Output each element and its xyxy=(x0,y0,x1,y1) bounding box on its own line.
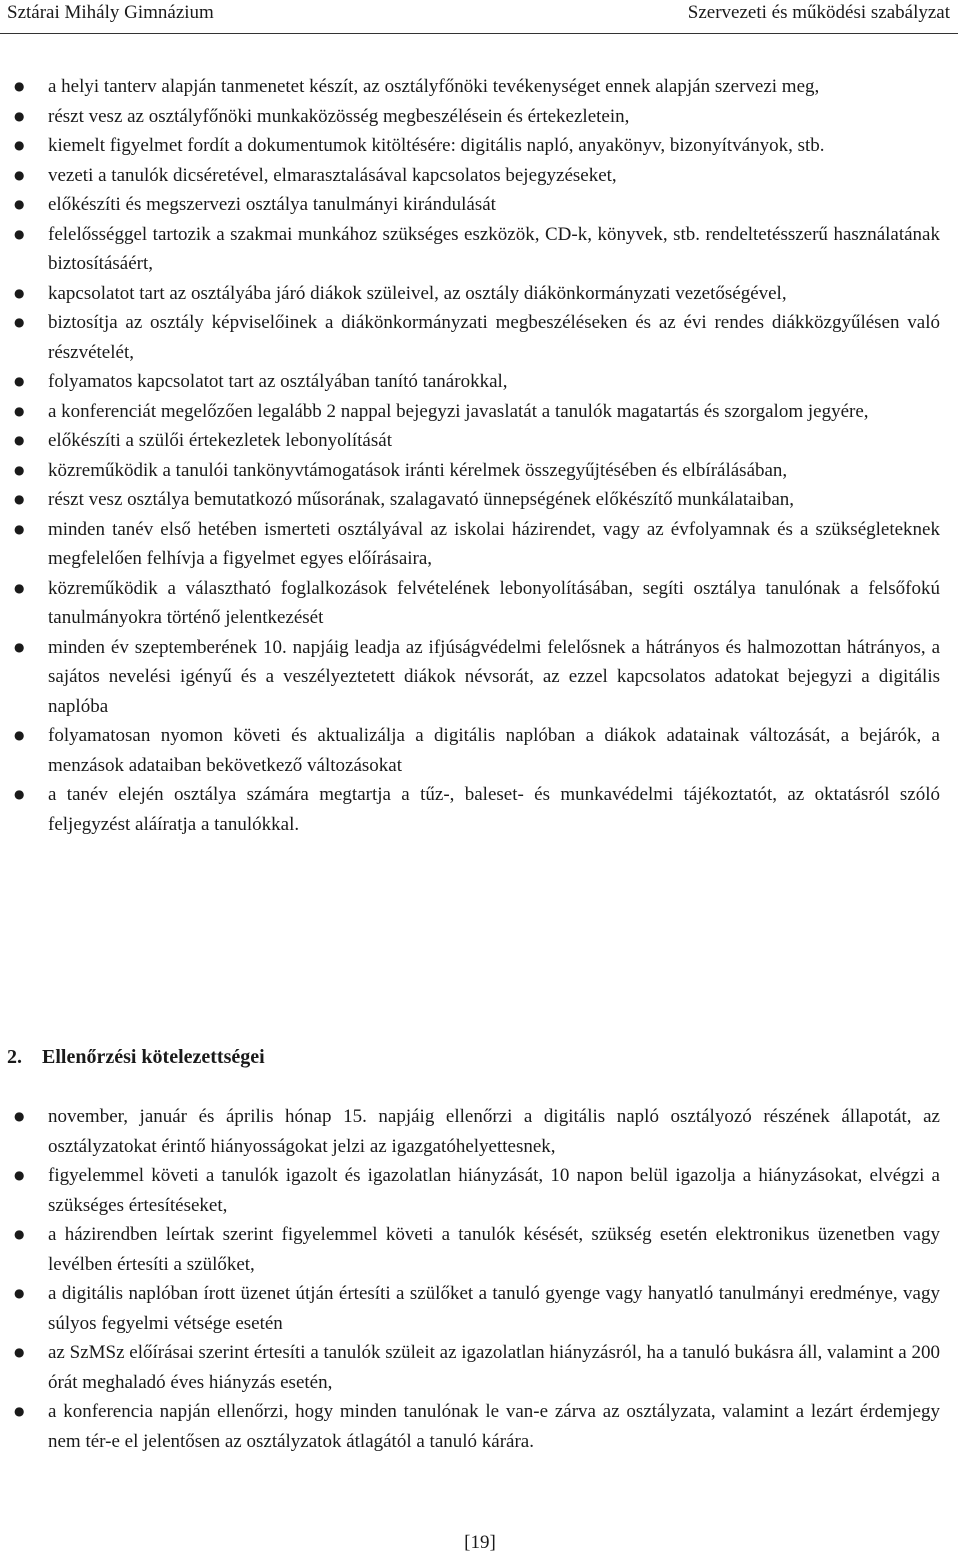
bullet-icon: ● xyxy=(14,521,25,536)
list-item xyxy=(14,1338,940,1397)
list-item xyxy=(14,485,940,515)
bullet-icon: ● xyxy=(14,639,25,654)
bullet-icon: ● xyxy=(14,138,25,152)
list-item-text: az SzMSz előírásai szerint értesíti a tanulók szüleit az igazolatlan hiányzásról, ha a tanuló bukásra áll, valamint a 200 órát meghaladó éves hiányzás esetén, xyxy=(48,1342,940,1393)
bullet-icon: ● xyxy=(14,580,25,595)
list-item-text: figyelemmel követi a tanulók igazolt és igazolatlan hiányzását, 10 napon belül igazolja a hiányzásokat, elvégzi a szükséges értesítéseket, xyxy=(48,1165,940,1216)
list-item xyxy=(14,426,940,456)
list-item-text: minden év szeptemberének 10. napjáig leadja az ifjúságvédelmi felelősnek a hátrányos és halmozottan hátrányos, a sajátos nevelési igényű és a veszélyeztetett diákok névsorát, az ezzel kapcsolatos adatokat bejegyzi a digitális naplóba xyxy=(48,636,940,717)
list-item-text: kiemelt figyelmet fordít a dokumentumok kitöltésére: digitális napló, anyakönyv, bizonyítványok, stb. xyxy=(48,135,825,156)
list-item-text: folyamatosan nyomon követi és aktualizálja a digitális naplóban a diákok adatainak változását, a bejárók, a menzások adataiban bekövetkező változásokat xyxy=(48,725,940,776)
list-item xyxy=(14,279,940,309)
list-item xyxy=(14,190,940,220)
list-item-text: a digitális naplóban írott üzenet útján értesíti a szülőket a tanuló gyenge vagy hanyatló tanulmányi eredménye, vagy súlyos fegyelmi vétsége esetén xyxy=(48,1283,940,1334)
list-item-text: a konferencia napján ellenőrzi, hogy minden tanulónak le van-e zárva az osztályzata, valamint a lezárt érdemjegy nem tér-e el jelentősen az osztályzatok átlagától a tanuló kárára. xyxy=(48,1401,940,1452)
header-school-name: Sztárai Mihály Gimnázium xyxy=(7,2,214,23)
list-item xyxy=(14,397,940,427)
bullet-icon: ● xyxy=(14,285,25,300)
page-header xyxy=(0,0,958,34)
list-item xyxy=(14,367,940,397)
list-item xyxy=(14,1397,940,1456)
list-item-text: felelősséggel tartozik a szakmai munkához szükséges eszközök, CD-k, könyvek, stb. rendeltetésszerű használatának biztosításáért, xyxy=(48,223,940,274)
list-item-text: közreműködik a választható foglalkozások felvételének lebonyolításában, segíti osztálya tanulónak a felsőfokú tanulmányokra történő jelentkezését xyxy=(48,577,940,628)
list-item-text: a konferenciát megelőzően legalább 2 nappal bejegyzi javaslatát a tanulók magatartás és szorgalom jegyére, xyxy=(48,400,869,422)
bullet-icon: ● xyxy=(14,787,25,801)
bullet-icon: ● xyxy=(14,1227,25,1241)
bullet-icon: ● xyxy=(14,167,25,182)
bullet-icon: ● xyxy=(14,492,25,506)
list-item xyxy=(14,633,940,722)
bullet-icon: ● xyxy=(14,1404,25,1418)
list-item xyxy=(14,780,940,839)
list-item-text: részt vesz az osztályfőnöki munkaközösség megbeszélésein és értekezletein, xyxy=(48,105,630,127)
list-item-text: a helyi tanterv alapján tanmenetet készít, az osztályfőnöki tevékenységet ennek alapján szervezi meg, xyxy=(48,76,820,97)
bullet-icon: ● xyxy=(14,433,25,447)
bullet-icon: ● xyxy=(14,197,25,211)
list-item xyxy=(14,161,940,191)
list-item xyxy=(14,515,940,574)
section-title: Ellenőrzési kötelezettségei xyxy=(42,1046,265,1068)
section-number: 2. xyxy=(7,1046,22,1068)
list-item xyxy=(14,1279,940,1338)
list-item xyxy=(14,131,940,161)
page-number: [19] xyxy=(464,1532,496,1553)
list-item-text: előkészíti a szülői értekezletek lebonyolítását xyxy=(48,430,392,451)
bullet-icon: ● xyxy=(14,728,25,742)
bullet-icon: ● xyxy=(14,79,25,93)
list-item-text: biztosítja az osztály képviselőinek a diákönkormányzati megbeszéléseken és az évi rendes diákközgyűlésen való részvételét, xyxy=(48,312,940,363)
list-item-text: a házirendben leírtak szerint figyelemmel követi a tanulók késését, szükség esetén elektronikus üzenetben vagy levélben értesíti a szülőket, xyxy=(48,1224,940,1275)
list-item-text: a tanév elején osztálya számára megtartja a tűz-, baleset- és munkavédelmi tájékoztatót, az oktatásról szóló feljegyzést aláíratja a tanulókkal. xyxy=(48,784,940,835)
bullet-icon: ● xyxy=(14,108,25,123)
bullet-icon: ● xyxy=(14,226,25,241)
list-item-text: folyamatos kapcsolatot tart az osztályában tanító tanárokkal, xyxy=(48,371,508,392)
list-item xyxy=(14,220,940,279)
list-item-text: közreműködik a tanulói tankönyvtámogatások iránti kérelmek összegyűjtésében és elbírálásában, xyxy=(48,459,788,481)
list-item-text: november, január és április hónap 15. napjáig ellenőrzi a digitális napló osztályozó részének állapotát, az osztályzatokat érintő hiányosságokat jelzi az igazgatóhelyettesnek, xyxy=(48,1106,940,1157)
list-item xyxy=(14,574,940,633)
list-item xyxy=(14,72,940,102)
list-item xyxy=(14,456,940,486)
list-item-text: vezeti a tanulók dicséretével, elmarasztalásával kapcsolatos bejegyzéseket, xyxy=(48,164,617,186)
list-item-text: részt vesz osztálya bemutatkozó műsorának, szalagavató ünnepségének előkészítő munkálataiban, xyxy=(48,489,795,510)
list-item-text: előkészíti és megszervezi osztálya tanulmányi kirándulását xyxy=(48,194,496,215)
control-duties-list xyxy=(14,1102,940,1456)
list-item xyxy=(14,721,940,780)
list-item-text: kapcsolatot tart az osztályába járó diákok szüleivel, az osztály diákönkormányzati vezetőségével, xyxy=(48,282,787,304)
list-item xyxy=(14,1161,940,1220)
list-item xyxy=(14,1220,940,1279)
bullet-icon: ● xyxy=(14,403,25,418)
bullet-icon: ● xyxy=(14,374,25,388)
bullet-icon: ● xyxy=(14,1109,25,1123)
bullet-icon: ● xyxy=(14,315,25,329)
header-document-title: Szervezeti és működési szabályzat xyxy=(687,2,950,23)
list-item xyxy=(14,1102,940,1161)
list-item xyxy=(14,308,940,367)
list-item-text: minden tanév első hetében ismerteti osztályával az iskolai házirendet, vagy az évfolyamnak és a szükségleteknek megfelelően felhívja a figyelmet egyes előírásaira, xyxy=(48,518,940,569)
bullet-icon: ● xyxy=(14,1168,25,1182)
bullet-icon: ● xyxy=(14,1286,25,1300)
section-heading xyxy=(7,1042,265,1072)
bullet-icon: ● xyxy=(14,462,25,477)
list-item xyxy=(14,102,940,132)
bullet-icon: ● xyxy=(14,1345,25,1359)
duties-list xyxy=(14,72,940,839)
